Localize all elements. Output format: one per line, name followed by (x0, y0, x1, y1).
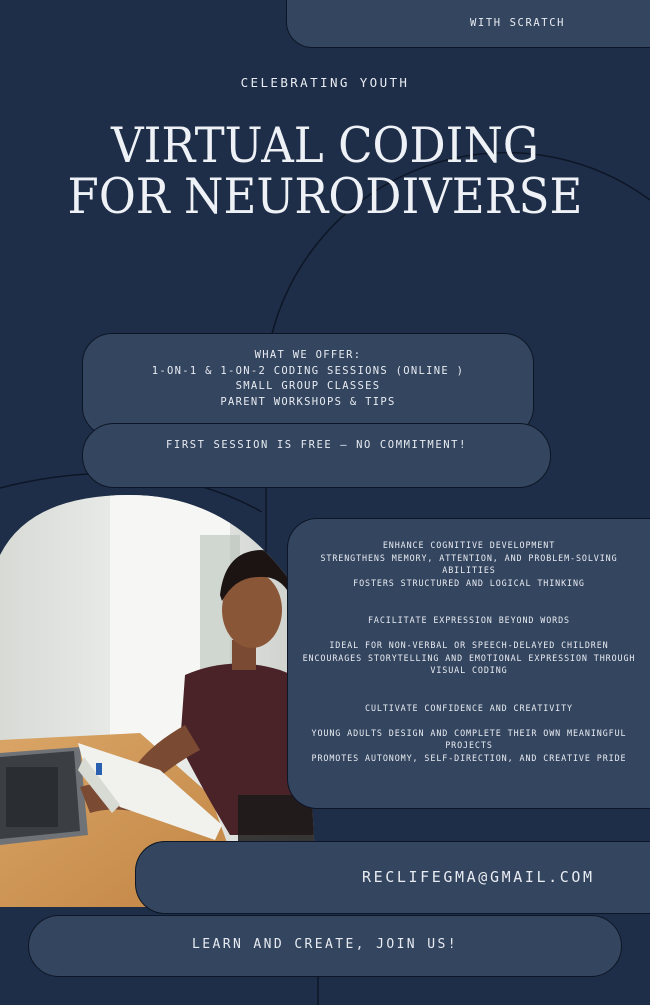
benefit-heading: FACILITATE EXPRESSION BEYOND WORDS (367, 615, 571, 625)
free-session-banner (82, 423, 551, 488)
offer-panel (82, 333, 534, 437)
scratch-tag-text: WITH SCRATCH (470, 17, 566, 29)
benefit-line: YOUNG ADULTS DESIGN AND COMPLETE THEIR OWN MEANINGFUL PROJECTS (311, 727, 627, 750)
headline-line-2: FOR NEURODIVERSE (67, 168, 583, 225)
benefit-cognitive (300, 539, 638, 589)
cta-text: LEARN AND CREATE, JOIN US! (192, 937, 458, 952)
benefit-line: IDEAL FOR NON-VERBAL OR SPEECH-DELAYED CHILDREN (329, 640, 609, 650)
benefit-line: FOSTERS STRUCTURED AND LOGICAL THINKING (353, 577, 585, 588)
email-address[interactable]: RECLIFEGMA@GMAIL.COM (362, 868, 595, 886)
offer-heading: WHAT WE OFFER: (254, 349, 362, 361)
benefit-confidence (300, 702, 638, 765)
benefit-line: PROMOTES AUTONOMY, SELF-DIRECTION, AND CREATIVE PRIDE (311, 752, 627, 763)
offer-item: SMALL GROUP CLASSES (235, 380, 381, 392)
benefit-heading: CULTIVATE CONFIDENCE AND CREATIVITY (365, 702, 573, 713)
benefit-expression (300, 614, 638, 677)
benefit-heading: ENHANCE COGNITIVE DEVELOPMENT (382, 540, 556, 550)
benefit-line: ENCOURAGES STORYTELLING AND EMOTIONAL EXPRESSION THROUGH VISUAL CODING (302, 652, 636, 675)
offer-item: 1-ON-1 & 1-ON-2 CODING SESSIONS (ONLINE ) (151, 364, 465, 377)
headline (0, 117, 650, 225)
email-contact[interactable] (135, 841, 650, 914)
join-us-banner (28, 915, 622, 977)
eyebrow-text: CELEBRATING YOUTH (240, 75, 410, 90)
headline-line-1: VIRTUAL CODING (111, 117, 539, 174)
offer-item: PARENT WORKSHOPS & TIPS (220, 395, 396, 408)
benefit-line: STRENGTHENS MEMORY, ATTENTION, AND PROBLEM-SOLVING ABILITIES (320, 552, 618, 575)
free-session-text: FIRST SESSION IS FREE – NO COMMITMENT! (165, 439, 468, 451)
scratch-tag (286, 0, 650, 48)
benefits-panel (287, 518, 650, 809)
